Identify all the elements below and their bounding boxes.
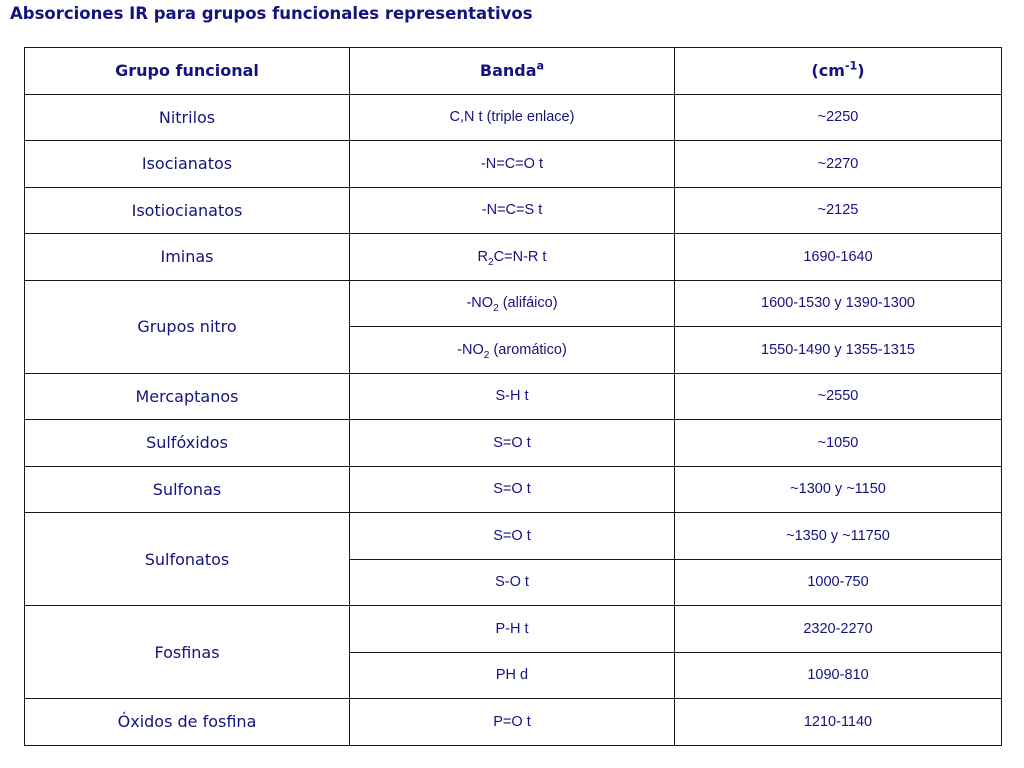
band-cell: -N=C=O t	[350, 141, 675, 188]
value-cell: 1550-1490 y 1355-1315	[675, 327, 1002, 374]
table-row	[25, 420, 1002, 467]
value-cell: ~2550	[675, 373, 1002, 420]
band-cell: S=O t	[350, 513, 675, 560]
value-cell: ~2250	[675, 94, 1002, 141]
group-cell: Iminas	[25, 234, 350, 281]
header-value-suffix: )	[857, 61, 865, 81]
band-cell: S=O t	[350, 466, 675, 513]
group-cell: Nitrilos	[25, 94, 350, 141]
group-cell: Sulfonas	[25, 466, 350, 513]
group-cell: Sulfonatos	[25, 513, 350, 606]
band-cell: S-H t	[350, 373, 675, 420]
group-cell: Sulfóxidos	[25, 420, 350, 467]
band-cell: P-H t	[350, 606, 675, 653]
value-cell: ~1350 y ~11750	[675, 513, 1002, 560]
page-title: Absorciones IR para grupos funcionales representativos	[10, 4, 533, 23]
band-cell	[350, 280, 675, 327]
value-cell: 1690-1640	[675, 234, 1002, 281]
table-row	[25, 141, 1002, 188]
value-cell: ~2125	[675, 187, 1002, 234]
header-group: Grupo funcional	[25, 48, 350, 95]
band-text: -NO	[466, 295, 494, 312]
value-cell: ~1300 y ~1150	[675, 466, 1002, 513]
table-row	[25, 606, 1002, 653]
table-row	[25, 234, 1002, 281]
band-cell: PH d	[350, 652, 675, 699]
group-cell: Isocianatos	[25, 141, 350, 188]
header-band	[350, 48, 675, 95]
group-cell: Óxidos de fosfina	[25, 699, 350, 746]
band-cell: P=O t	[350, 699, 675, 746]
table-row	[25, 373, 1002, 420]
header-value-exponent: -1	[844, 59, 858, 73]
table-header-row	[25, 48, 1002, 95]
band-subscript: 2	[483, 349, 490, 361]
header-band-footnote-mark: a	[536, 59, 545, 73]
group-cell: Mercaptanos	[25, 373, 350, 420]
band-cell: S=O t	[350, 420, 675, 467]
value-cell: 1600-1530 y 1390-1300	[675, 280, 1002, 327]
band-cell: C,N t (triple enlace)	[350, 94, 675, 141]
group-cell: Fosfinas	[25, 606, 350, 699]
band-cell	[350, 327, 675, 374]
band-cell	[350, 234, 675, 281]
value-cell: ~1050	[675, 420, 1002, 467]
band-text: C=N-R t	[493, 248, 547, 265]
band-text: R	[477, 248, 489, 265]
band-subscript: 2	[493, 303, 499, 315]
band-cell: -N=C=S t	[350, 187, 675, 234]
value-cell: 1000-750	[675, 559, 1002, 606]
table-row	[25, 280, 1002, 327]
group-cell: Grupos nitro	[25, 280, 350, 373]
group-cell: Isotiocianatos	[25, 187, 350, 234]
table-row	[25, 466, 1002, 513]
table-row	[25, 187, 1002, 234]
band-subscript: 2	[488, 256, 494, 268]
value-cell: 1210-1140	[675, 699, 1002, 746]
value-cell: 2320-2270	[675, 606, 1002, 653]
value-cell: 1090-810	[675, 652, 1002, 699]
table-row	[25, 94, 1002, 141]
band-cell: S-O t	[350, 559, 675, 606]
value-cell: ~2270	[675, 141, 1002, 188]
header-band-label: Banda	[479, 61, 537, 81]
band-text: -NO	[457, 341, 484, 358]
band-text: (aromático)	[489, 341, 567, 358]
band-text: (alifáico)	[498, 295, 558, 312]
header-value-prefix: (cm	[811, 61, 845, 81]
header-value	[675, 48, 1002, 95]
table-row	[25, 699, 1002, 746]
ir-absorption-table	[24, 47, 1002, 746]
table-row	[25, 513, 1002, 560]
